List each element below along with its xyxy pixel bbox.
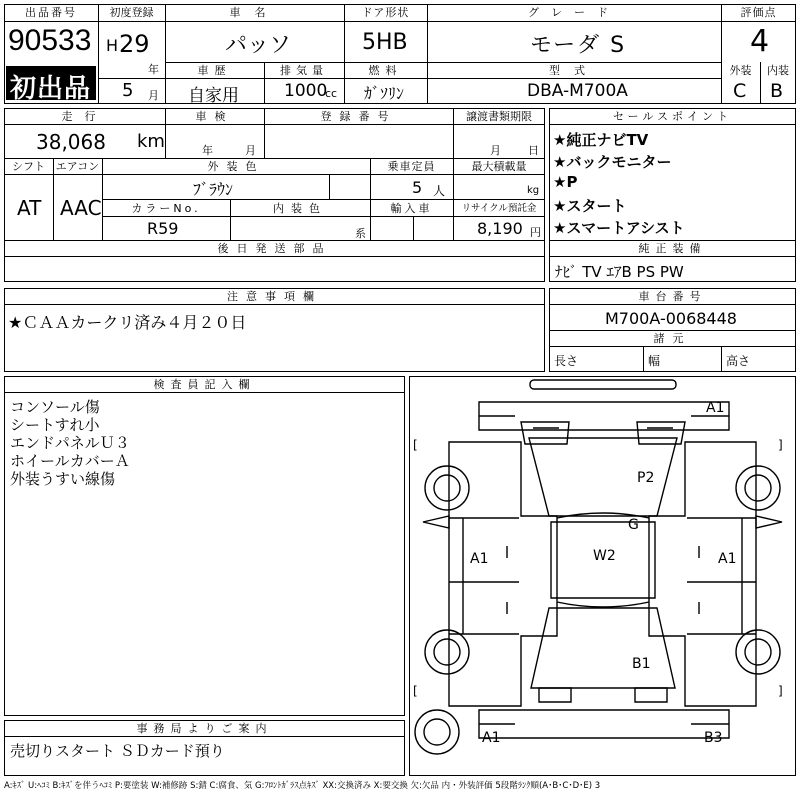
bracket-left-top: [ [413,438,418,452]
equipment: ﾅﾋﾞ TV ｴｱB PS PW [555,263,684,281]
divider [549,124,796,125]
car-diagram [409,376,796,776]
door-label: ドア形状 [361,6,410,19]
inspector-line: エンドパネルＵ３ [10,434,130,452]
fuel: ｶﾞｿﾘﾝ [364,84,405,103]
divider [4,158,545,159]
interior-label: 内装 [767,64,789,77]
divider [549,256,796,257]
bracket-left-bottom: [ [413,684,418,698]
transfer-day-unit: 日 [528,144,539,157]
divider [4,736,405,737]
divider [413,216,414,240]
bracket-right-top: ] [778,438,783,452]
capacity: 5 [412,178,423,197]
spec-label: 諸元 [653,332,692,345]
mark-glass: G [628,517,639,533]
recycle: 8,190 [477,219,523,238]
inspection-year-unit: 年 [202,144,213,157]
model-label: 型式 [549,64,599,77]
shift: AT [17,196,42,220]
grade-label: グレード [528,6,620,19]
mark-windshield: P2 [637,470,655,486]
displacement: 1000 [284,81,328,101]
divider [165,62,721,63]
sales-point: ★スマートアシスト [553,219,685,237]
divider [4,256,545,257]
bracket-right-bottom: ] [778,684,783,698]
chassis-no: M700A-0068448 [605,309,737,328]
inspection-month-unit: 月 [245,144,256,157]
divider [165,4,166,104]
divider [721,346,722,372]
mark-rear-glass: B1 [632,656,651,672]
int-color-unit: 系 [355,227,366,240]
inspector-line: ホイールカバーＡ [10,452,130,470]
divider [102,216,545,217]
fuel-label: 燃料 [368,64,403,77]
equipment-label: 純正装備 [638,242,707,255]
divider [549,346,796,347]
interior-grade: B [770,80,784,102]
divider [4,240,545,241]
later-parts-label: 後日発送部品 [217,242,332,255]
legend: A:ｷｽﾞ U:ﾍｺﾐ B:ｷｽﾞを伴うﾍｺﾐ P:要塗装 W:補修跡 S:錆 C:腐食、気 G:ﾌﾛﾝﾄｶﾞﾗｽ点ｷｽﾞ XX:交換済み X:要交換 欠:欠品 内・外装評価 5段階ﾗﾝｸ順(A･B･C･D･E) 3 [4,781,601,791]
reg-month: 5 [122,80,134,101]
inspection-label: 車検 [195,110,234,123]
divider [549,240,796,241]
import-label: 輸入車 [390,202,433,215]
inspector-line: 外装うすい線傷 [10,470,116,488]
divider [102,199,545,200]
ext-color: ﾌﾞﾗｳﾝ [193,180,234,199]
width-label: 幅 [648,354,661,368]
divider [98,4,99,104]
era: H [106,36,119,55]
capacity-label: 乗車定員 [387,160,436,173]
divider [4,304,545,305]
history: 自家用 [188,86,239,106]
displacement-label: 排気量 [280,64,328,77]
divider [4,21,796,22]
sales-point: ★純正ナビTV [553,131,649,149]
divider [4,392,405,393]
divider [344,4,345,104]
mileage: 38,068 [36,130,106,154]
year-unit: 年 [148,63,159,76]
grade: モーダ S [530,33,627,58]
first-reg-label: 初度登録 [109,6,154,19]
recycle-unit: 円 [530,226,541,239]
divider [165,78,721,79]
mileage-label: 走行 [61,110,108,123]
mark-rear-right: B3 [704,730,723,746]
length-label: 長さ [554,354,579,368]
car-name-label: 車名 [229,6,280,19]
chassis-label: 車台番号 [638,290,707,303]
lot-no: 90533 [8,24,92,57]
mark-right: A1 [718,551,737,567]
shift-label: シフト [12,160,45,173]
inspector-label: 検査員記入欄 [153,378,256,391]
sales-point: ★P [553,173,578,191]
divider [643,346,644,372]
reg-year: 29 [119,30,150,58]
capacity-unit: 人 [433,184,446,198]
sales-point: ★スタート [553,197,627,215]
door: 5HB [362,30,408,55]
score-label: 評価点 [740,6,777,19]
divider [549,330,796,331]
sales-points-label: セールスポイント [612,110,732,123]
color-no-label: カラーNo. [131,202,201,215]
ac: AAC [60,196,102,220]
mark-roof: W2 [593,548,616,564]
recycle-label: リサイクル預託金 [461,203,537,214]
exterior-label: 外装 [729,64,752,77]
inspector-line: シートすれ小 [10,416,100,434]
ext-color-label: 外装色 [207,160,265,173]
divider [329,174,330,199]
ac-label: エアコン [55,160,100,173]
mark-left: A1 [470,551,489,567]
mileage-unit: km [137,131,165,152]
lot-no-label: 出品番号 [25,6,77,19]
model: DBA-M700A [527,81,628,101]
color-no: R59 [147,219,179,238]
load-unit: kg [527,185,540,196]
exterior-grade: C [733,80,747,102]
mark-rear-left: A1 [482,730,501,746]
divider [98,78,166,79]
mark-front: A1 [706,400,725,416]
history-label: 車歴 [197,64,232,77]
displacement-unit: cc [325,87,338,100]
sales-point: ★バックモニター [553,153,672,171]
notes-label: 注意事項欄 [227,290,322,303]
month-unit: 月 [148,89,159,102]
transfer-label: 譲渡書類期限 [466,110,532,123]
divider [721,4,722,104]
transfer-month-unit: 月 [490,144,501,157]
divider [4,174,545,175]
first-listing-label: 初出品 [10,74,92,104]
int-color-label: 内装色 [273,202,327,215]
reg-no-label: 登録番号 [320,110,397,123]
office-text: 売切りスタート ＳＤカード預り [10,742,225,760]
score: 4 [750,24,770,59]
divider [427,4,428,104]
divider [4,124,545,125]
height-label: 高さ [726,354,751,368]
notes-text: ★ＣＡＡカークリ済み４月２０日 [8,313,247,332]
load-label: 最大積載量 [471,160,527,173]
office-label: 事務局よりご案内 [136,722,273,735]
inspector-line: コンソール傷 [10,398,100,416]
divider [549,304,796,305]
car-name: パッソ [225,33,292,58]
